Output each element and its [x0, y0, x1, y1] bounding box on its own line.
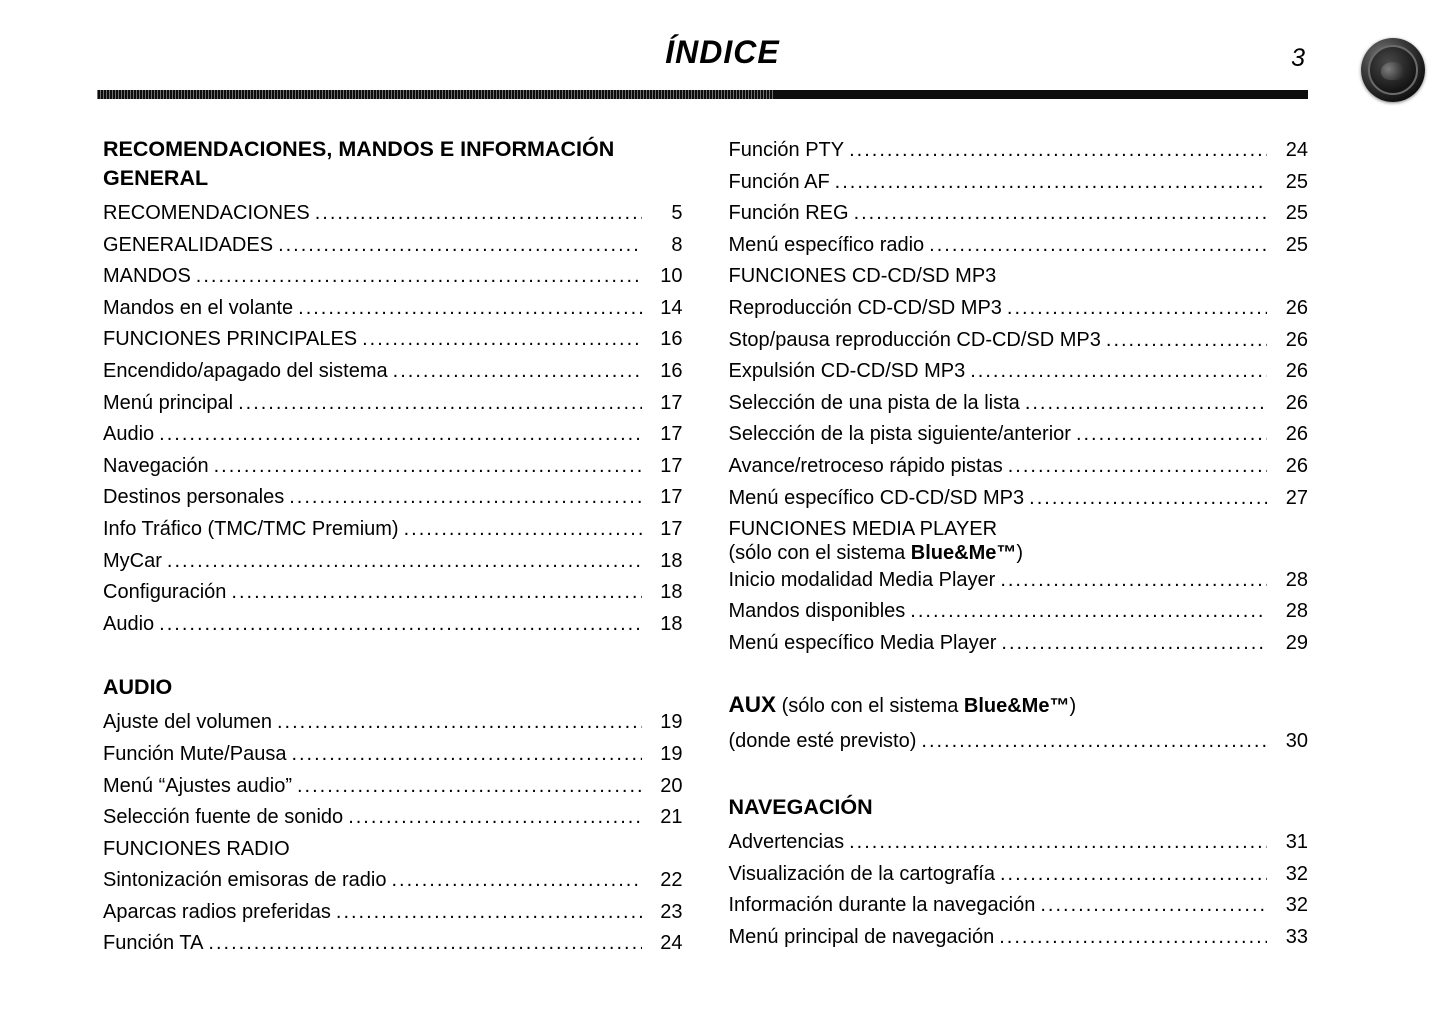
- toc-entry-subline-part: (sólo con el sistema: [728, 541, 911, 564]
- toc-entry-line: [103, 707, 683, 739]
- dot-leader: [849, 135, 1267, 167]
- toc-entry-page: 16: [660, 359, 683, 382]
- dot-leader: [970, 356, 1267, 388]
- toc-entry: [103, 897, 683, 929]
- toc-entry-label: FUNCIONES MEDIA PLAYER: [728, 518, 998, 541]
- toc-entry: [729, 167, 1309, 199]
- toc-entry-line: [103, 388, 683, 420]
- toc-entry-page: 21: [660, 806, 683, 829]
- dot-leader: [196, 261, 642, 293]
- dot-leader: [238, 388, 641, 420]
- toc-entry-label: Expulsión CD-CD/SD MP3: [728, 360, 966, 383]
- dot-leader: [291, 739, 641, 771]
- toc-entry-page: 22: [660, 869, 683, 892]
- toc-entry-page: 26: [1285, 360, 1308, 383]
- toc-entry-label: Configuración: [103, 581, 227, 604]
- toc-entry-line: [103, 546, 683, 578]
- toc-entry-label: Menú específico Media Player: [728, 631, 997, 654]
- toc-entry: [103, 739, 683, 771]
- toc-entry-line: [103, 865, 683, 897]
- toc-entry-page: 31: [1285, 831, 1308, 854]
- toc-entry-line: [103, 577, 683, 609]
- toc-section: [729, 793, 1309, 953]
- toc-entry-line: [729, 596, 1309, 628]
- dot-leader: [278, 230, 641, 262]
- toc-entry-label: Función AF: [728, 170, 830, 193]
- toc-entry-line: [103, 230, 683, 262]
- toc-entry-page: 26: [1285, 454, 1308, 477]
- toc-entry: [729, 922, 1309, 954]
- toc-entry: [103, 546, 683, 578]
- dot-leader: [1001, 628, 1267, 660]
- toc-entry-line: [729, 922, 1309, 954]
- toc-entry-label: Audio: [103, 423, 155, 446]
- toc-entry-page: 5: [671, 202, 683, 224]
- toc-entry-line: [103, 609, 683, 641]
- toc-entry-line: [103, 739, 683, 771]
- toc-entry: [103, 865, 683, 897]
- toc-entry-line: [103, 324, 683, 356]
- toc-section: [729, 135, 1309, 660]
- toc-entry-label: Función PTY: [728, 139, 845, 161]
- toc-entry-page: 17: [660, 391, 683, 414]
- toc-entry-line: [729, 198, 1309, 230]
- page-number: 3: [1291, 44, 1305, 72]
- toc-entry-line: [729, 230, 1309, 262]
- toc-entry-page: 33: [1285, 925, 1308, 948]
- toc-section: [103, 135, 683, 640]
- toc-entry: [103, 293, 683, 325]
- dot-leader: [1076, 419, 1267, 451]
- toc-entry-label: Destinos personales: [103, 486, 285, 509]
- toc-entry-line: [729, 827, 1309, 859]
- toc-section: [729, 690, 1309, 758]
- toc-entry-label: Aparcas radios preferidas: [103, 900, 331, 923]
- toc-entry-label: RECOMENDACIONES: [103, 202, 310, 224]
- dot-leader: [929, 230, 1267, 262]
- toc-entry-label: Navegación: [103, 454, 209, 477]
- toc-columns: [103, 135, 1308, 960]
- toc-entry-label: Menú específico radio: [728, 233, 925, 256]
- toc-entry-subline-part: ): [1016, 541, 1024, 564]
- toc-entry-line: [729, 859, 1309, 891]
- toc-entry-line: [729, 628, 1309, 660]
- dot-leader: [167, 546, 642, 578]
- toc-entry-label: Mandos en el volante: [103, 296, 294, 319]
- toc-entry-line: [103, 261, 683, 293]
- toc-entry: [103, 261, 683, 293]
- section-heading-part: Blue&Me™: [963, 694, 1070, 717]
- toc-entry: [729, 628, 1309, 660]
- toc-entry-label: Selección de la pista siguiente/anterior: [728, 423, 1071, 446]
- toc-entry-line: [103, 356, 683, 388]
- toc-entry-line: [103, 897, 683, 929]
- toc-entry-page: 16: [660, 328, 683, 351]
- toc-entry-label: Ajuste del volumen: [103, 711, 272, 734]
- toc-entry-label: Avance/retroceso rápido pistas: [728, 454, 1003, 477]
- toc-entry-line: [729, 451, 1309, 483]
- toc-entry-label: Info Tráfico (TMC/TMC Premium): [103, 517, 399, 540]
- dot-leader: [208, 928, 641, 960]
- toc-entry-page: 25: [1285, 202, 1308, 225]
- dot-leader: [348, 802, 641, 834]
- toc-column-right: [729, 135, 1309, 960]
- toc-entry: [103, 388, 683, 420]
- toc-entry-line: [729, 135, 1309, 167]
- dot-leader: [1007, 293, 1267, 325]
- toc-entry-page: 28: [1285, 568, 1308, 591]
- toc-entry-label: Stop/pausa reproducción CD-CD/SD MP3: [728, 328, 1101, 351]
- dot-leader: [392, 865, 642, 897]
- toc-entry: [729, 596, 1309, 628]
- toc-entry-line: [729, 293, 1309, 325]
- toc-entry-page: 17: [660, 486, 683, 509]
- toc-entry-label: Función TA: [103, 932, 204, 955]
- toc-entry-line: [729, 483, 1309, 515]
- section-heading: NAVEGACIÓN: [728, 795, 873, 820]
- dot-leader: [1040, 890, 1267, 922]
- dot-leader: [999, 922, 1267, 954]
- toc-entry-page: 23: [660, 900, 683, 923]
- toc-column-left: [103, 135, 683, 960]
- toc-entry: [729, 356, 1309, 388]
- toc-entry: [729, 198, 1309, 230]
- toc-entry-label: Menú “Ajustes audio”: [103, 774, 292, 797]
- toc-entry-page: 18: [660, 612, 683, 635]
- toc-entry-page: 30: [1285, 729, 1308, 752]
- toc-entry: [729, 514, 1309, 565]
- toc-entry-page: 19: [660, 742, 683, 765]
- toc-entry-page: 20: [660, 774, 683, 797]
- toc-entry-page: 19: [660, 711, 683, 734]
- toc-entry-label: Reproducción CD-CD/SD MP3: [728, 296, 1002, 319]
- dot-leader: [298, 293, 641, 325]
- toc-entry-page: 29: [1285, 631, 1308, 654]
- dot-leader: [315, 198, 642, 230]
- toc-entry: [103, 514, 683, 546]
- toc-entry-page: 10: [660, 265, 683, 288]
- dot-leader: [289, 482, 641, 514]
- dot-leader: [1000, 859, 1267, 891]
- toc-entry-label: Inicio modalidad Media Player: [728, 568, 996, 591]
- toc-entry-label: Selección de una pista de la lista: [728, 391, 1020, 414]
- toc-section: [103, 673, 683, 960]
- toc-entry-line: [103, 293, 683, 325]
- toc-entry-page: 24: [660, 932, 683, 955]
- toc-entry: [729, 451, 1309, 483]
- toc-entry: [729, 293, 1309, 325]
- toc-entry-line: [729, 356, 1309, 388]
- toc-entry-page: 26: [1285, 328, 1308, 351]
- toc-entry-label: MyCar: [103, 549, 162, 572]
- toc-entry: [103, 419, 683, 451]
- dot-leader: [1025, 388, 1267, 420]
- toc-entry-label: MANDOS: [103, 265, 191, 288]
- toc-entry-page: 32: [1285, 862, 1308, 885]
- dot-leader: [393, 356, 642, 388]
- dot-leader: [297, 771, 642, 803]
- toc-entry: [729, 859, 1309, 891]
- toc-entry-page: 26: [1285, 391, 1308, 414]
- dot-leader: [159, 419, 641, 451]
- toc-entry-label: Visualización de la cartografía: [728, 862, 995, 885]
- toc-entry: [729, 230, 1309, 262]
- toc-entry: [103, 577, 683, 609]
- dot-leader: [362, 324, 641, 356]
- dot-leader: [231, 577, 641, 609]
- section-heading: RECOMENDACIONES, MANDOS E INFORMACIÓN GENERAL: [103, 137, 615, 190]
- toc-entry: [729, 483, 1309, 515]
- toc-entry-subline: [729, 542, 1309, 565]
- dot-leader: [854, 198, 1267, 230]
- toc-entry-label: Mandos disponibles: [728, 600, 906, 623]
- dot-leader: [336, 897, 642, 929]
- dot-leader: [1000, 565, 1267, 597]
- section-heading-part: AUX: [728, 691, 777, 717]
- toc-entry-line: [103, 834, 683, 866]
- toc-entry-line: [103, 482, 683, 514]
- toc-entry: [729, 565, 1309, 597]
- dot-leader: [1029, 483, 1267, 515]
- toc-entry: [103, 609, 683, 641]
- toc-entry-page: 18: [660, 549, 683, 572]
- toc-entry: [103, 482, 683, 514]
- toc-entry: [103, 834, 683, 866]
- toc-entry: [103, 707, 683, 739]
- dot-leader: [849, 827, 1267, 859]
- toc-entry-line: [103, 928, 683, 960]
- toc-entry-line: [103, 802, 683, 834]
- toc-entry-label: Encendido/apagado del sistema: [103, 359, 388, 382]
- dot-leader: [1106, 325, 1267, 357]
- page-title: ÍNDICE: [665, 34, 780, 70]
- toc-entry: [729, 135, 1309, 167]
- section-heading-part: ): [1069, 694, 1077, 717]
- page-header: [0, 0, 1445, 100]
- alfa-romeo-logo-icon: [1361, 38, 1425, 102]
- toc-entry-line: [103, 451, 683, 483]
- toc-entry: [729, 325, 1309, 357]
- toc-entry-line: [729, 325, 1309, 357]
- toc-entry: [729, 261, 1309, 293]
- toc-entry-subline-part: Blue&Me™: [910, 541, 1017, 564]
- toc-entry-label: FUNCIONES RADIO: [103, 837, 290, 860]
- toc-entry-label: GENERALIDADES: [103, 233, 274, 256]
- toc-entry-label: Sintonización emisoras de radio: [103, 869, 387, 892]
- toc-entry: [729, 890, 1309, 922]
- toc-entry-page: 27: [1285, 486, 1308, 509]
- toc-entry-label: Audio: [103, 612, 155, 635]
- toc-entry-page: 26: [1285, 423, 1308, 446]
- toc-entry-label: Menú específico CD-CD/SD MP3: [728, 486, 1025, 509]
- toc-entry-line: [729, 419, 1309, 451]
- toc-entry-page: 8: [671, 233, 683, 256]
- toc-entry: [729, 419, 1309, 451]
- section-heading: AUDIO: [103, 675, 173, 700]
- toc-entry-page: 18: [660, 581, 683, 604]
- toc-entry-line: [103, 514, 683, 546]
- toc-entry-line: [729, 565, 1309, 597]
- dot-leader: [835, 167, 1267, 199]
- toc-entry-page: 28: [1285, 600, 1308, 623]
- toc-entry-label: Función REG: [728, 202, 849, 225]
- toc-entry: [729, 388, 1309, 420]
- toc-entry-line: [729, 890, 1309, 922]
- toc-entry: [103, 451, 683, 483]
- toc-entry-page: 26: [1285, 296, 1308, 319]
- dot-leader: [214, 451, 642, 483]
- toc-entry: [103, 198, 683, 230]
- toc-entry-page: 14: [660, 296, 683, 319]
- toc-entry-page: 17: [660, 454, 683, 477]
- header-rule: [97, 90, 1308, 99]
- dot-leader: [1008, 451, 1267, 483]
- toc-entry: [729, 726, 1309, 758]
- toc-entry: [103, 356, 683, 388]
- dot-leader: [921, 726, 1267, 758]
- toc-entry-label: Advertencias: [728, 831, 845, 854]
- toc-entry: [103, 928, 683, 960]
- toc-entry-label: Menú principal de navegación: [728, 925, 995, 948]
- toc-entry-page: 17: [660, 517, 683, 540]
- toc-entry: [103, 324, 683, 356]
- toc-entry-label: Selección fuente de sonido: [103, 806, 344, 829]
- toc-entry-label: Función Mute/Pausa: [103, 742, 287, 765]
- toc-entry-label: Información durante la navegación: [728, 894, 1036, 917]
- toc-entry-page: 17: [660, 423, 683, 446]
- toc-entry-label: FUNCIONES CD-CD/SD MP3: [728, 265, 997, 288]
- toc-entry-label: FUNCIONES PRINCIPALES: [103, 328, 358, 351]
- toc-entry-page: 25: [1285, 233, 1308, 256]
- toc-entry-label: Menú principal: [103, 391, 234, 414]
- toc-entry-line: [729, 261, 1309, 293]
- toc-entry: [729, 827, 1309, 859]
- toc-entry-line: [103, 419, 683, 451]
- toc-entry: [103, 771, 683, 803]
- dot-leader: [277, 707, 642, 739]
- toc-entry-line: [729, 726, 1309, 758]
- toc-entry: [103, 230, 683, 262]
- dot-leader: [404, 514, 642, 546]
- toc-entry-line: [103, 771, 683, 803]
- toc-entry-line: [729, 167, 1309, 199]
- dot-leader: [910, 596, 1267, 628]
- section-heading-part: (sólo con el sistema: [776, 694, 964, 717]
- toc-entry-page: 25: [1285, 170, 1308, 193]
- dot-leader: [159, 609, 641, 641]
- toc-entry-line: [103, 198, 683, 230]
- section-heading: [729, 690, 1289, 721]
- toc-entry-page: 24: [1285, 139, 1308, 161]
- toc-entry-line: [729, 388, 1309, 420]
- toc-entry: [103, 802, 683, 834]
- toc-entry-page: 32: [1285, 894, 1308, 917]
- toc-entry-label: (donde esté previsto): [728, 729, 917, 752]
